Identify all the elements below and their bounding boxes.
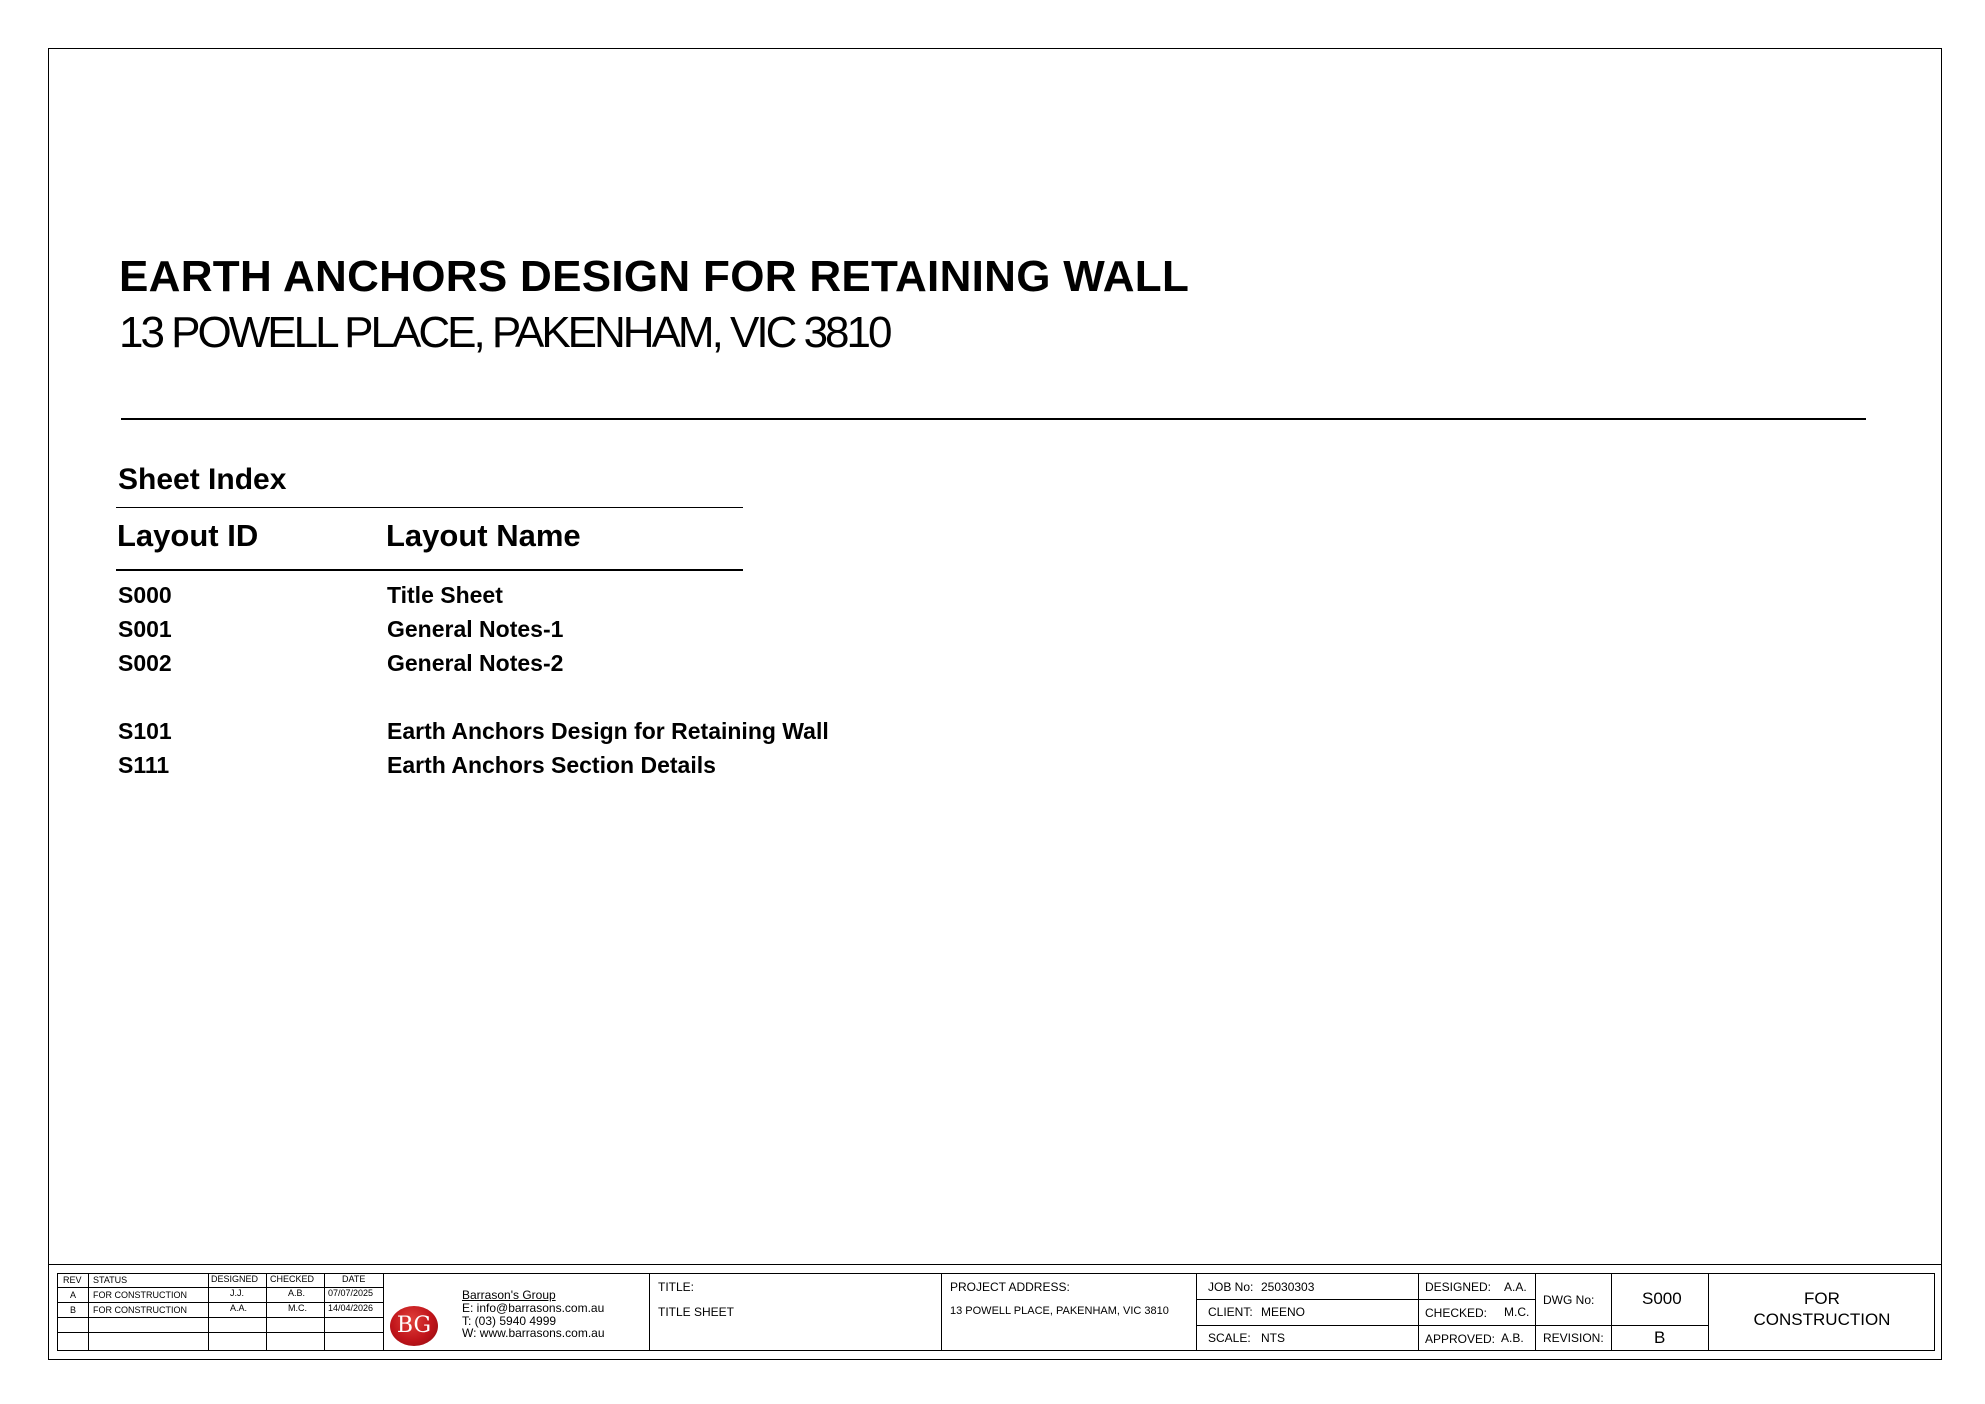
status-value: FOR CONSTRUCTION: [93, 1290, 187, 1300]
divider: [116, 507, 743, 508]
designed-value: A.A.: [1504, 1280, 1527, 1294]
job-label: JOB No:: [1208, 1280, 1254, 1294]
sheet-id: S111: [118, 752, 170, 778]
rev-header: REV: [63, 1275, 82, 1285]
checked-value: M.C.: [1504, 1305, 1530, 1319]
sheet-index-heading: Sheet Index: [118, 463, 287, 496]
sheet-name: Earth Anchors Section Details: [387, 752, 716, 778]
date-value: 07/07/2025: [328, 1288, 374, 1298]
project-address-value: 13 POWELL PLACE, PAKENHAM, VIC 3810: [950, 1305, 1169, 1317]
rev-value: A: [70, 1290, 77, 1300]
divider: [48, 1264, 1942, 1265]
sheet-id: S101: [118, 718, 172, 744]
column-header-layout-id: Layout ID: [117, 518, 259, 553]
client-label: CLIENT:: [1208, 1305, 1253, 1319]
company-email: E: info@barrasons.com.au: [462, 1301, 605, 1315]
status-stamp: [1708, 1288, 1936, 1330]
sheet-name: General Notes-2: [387, 650, 564, 676]
sheet-id: S001: [118, 616, 172, 642]
status-header: STATUS: [93, 1275, 128, 1285]
date-header: DATE: [342, 1274, 366, 1284]
checked-value: A.B.: [288, 1288, 306, 1298]
divider: [121, 418, 1866, 420]
dwg-no-value: S000: [1642, 1289, 1682, 1308]
approved-label: APPROVED:: [1425, 1332, 1496, 1346]
sheet-name: Earth Anchors Design for Retaining Wall: [387, 718, 829, 744]
revision-table: [58, 1274, 384, 1350]
project-address-heading: 13 POWELL PLACE, PAKENHAM, VIC 3810: [119, 308, 890, 357]
company-website: W: www.barrasons.com.au: [462, 1326, 605, 1340]
company-name: Barrason's Group: [462, 1288, 556, 1302]
status-line: CONSTRUCTION: [1753, 1310, 1891, 1329]
title-block: [57, 1273, 1935, 1351]
status-value: FOR CONSTRUCTION: [93, 1305, 187, 1315]
approved-value: A.B.: [1501, 1331, 1524, 1345]
project-address-label: PROJECT ADDRESS:: [950, 1280, 1070, 1294]
client-value: MEENO: [1261, 1305, 1306, 1319]
rev-value: B: [70, 1305, 77, 1315]
divider: [116, 569, 743, 571]
designed-header: DESIGNED: [211, 1274, 259, 1284]
checked-value: M.C.: [288, 1303, 307, 1313]
designed-value: A.A.: [230, 1303, 248, 1313]
company-logo: BG: [390, 1306, 438, 1346]
drawing-border: [48, 48, 1942, 1360]
sheet-id: S002: [118, 650, 172, 676]
company-phone: T: (03) 5940 4999: [462, 1314, 557, 1328]
designed-label: DESIGNED:: [1425, 1280, 1492, 1294]
dwg-no-label: DWG No:: [1543, 1293, 1595, 1307]
revision-value: B: [1654, 1328, 1666, 1347]
scale-value: NTS: [1261, 1331, 1285, 1345]
column-header-layout-name: Layout Name: [386, 518, 581, 553]
status-line: FOR: [1804, 1289, 1840, 1308]
revision-label: REVISION:: [1543, 1331, 1604, 1345]
drawing-title: EARTH ANCHORS DESIGN FOR RETAINING WALL: [119, 252, 1190, 301]
date-value: 14/04/2026: [328, 1303, 374, 1313]
checked-header: CHECKED: [270, 1274, 315, 1284]
sheet-name: General Notes-1: [387, 616, 564, 642]
sheet-id: S000: [118, 582, 172, 608]
job-value: 25030303: [1261, 1280, 1315, 1294]
title-label: TITLE:: [658, 1280, 695, 1294]
designed-value: J.J.: [230, 1288, 245, 1298]
sheet-name: Title Sheet: [387, 582, 503, 608]
scale-label: SCALE:: [1208, 1331, 1251, 1345]
checked-label: CHECKED:: [1425, 1306, 1488, 1320]
title-value: TITLE SHEET: [658, 1305, 735, 1319]
